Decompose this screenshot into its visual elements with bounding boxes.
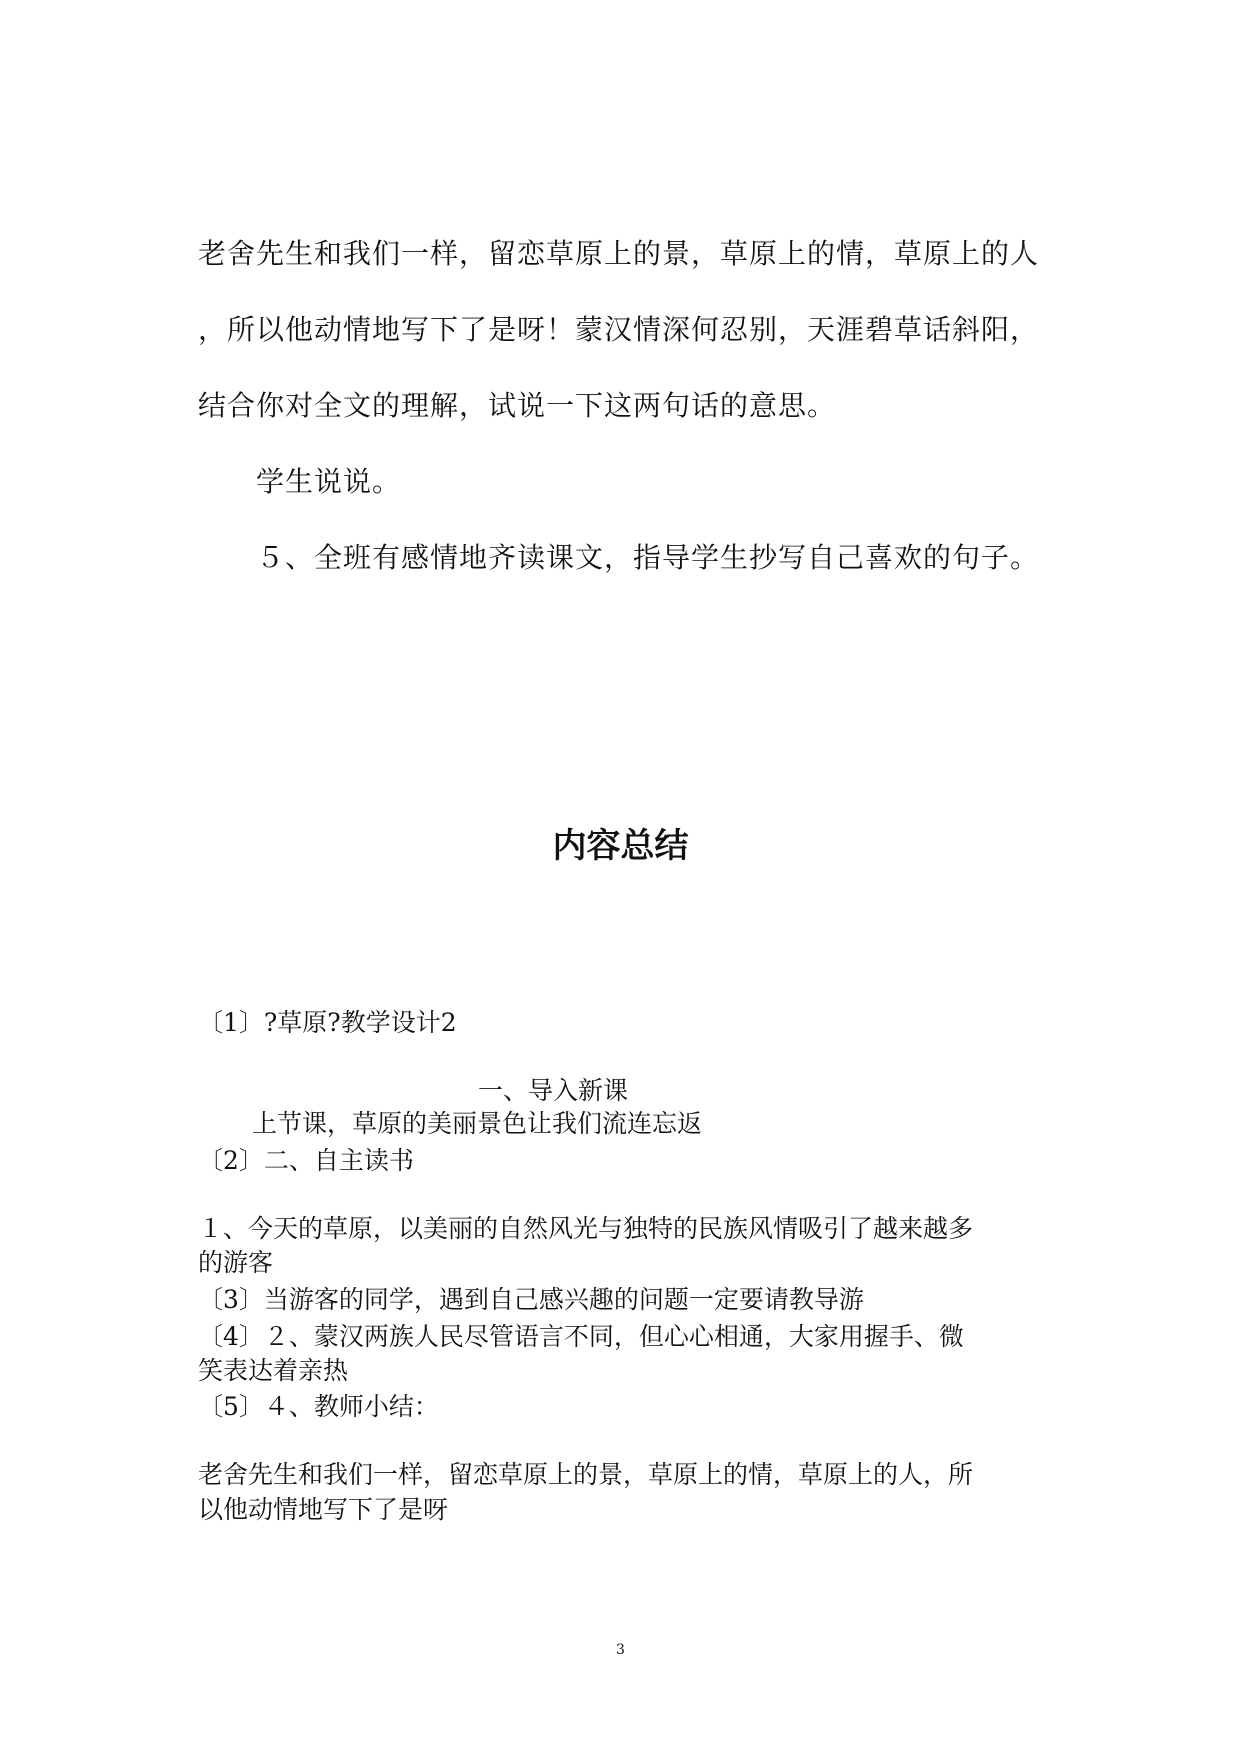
summary-line: 〔4〕２、蒙汉两族人民尽管语言不同，但心心相通，大家用握手、微 bbox=[198, 1322, 964, 1351]
body-text-line: 结合你对全文的理解，试说一下这两句话的意思。 bbox=[198, 389, 837, 422]
body-text-line: ，所以他动情地写下了是呀！蒙汉情深何忍别，天涯碧草话斜阳， bbox=[198, 313, 1040, 346]
summary-line: 老舍先生和我们一样，留恋草原上的景，草原上的情，草原上的人，所 bbox=[198, 1460, 974, 1489]
summary-line: 〔1〕?草原?教学设计2 bbox=[198, 1008, 457, 1037]
summary-line: 一、导入新课 bbox=[478, 1076, 629, 1105]
page-number: 3 bbox=[616, 1642, 625, 1658]
body-text-line: 学生说说。 bbox=[256, 465, 402, 498]
summary-line: 以他动情地写下了是呀 bbox=[198, 1495, 449, 1524]
summary-line: 〔3〕当游客的同学，遇到自己感兴趣的问题一定要请教导游 bbox=[198, 1285, 864, 1314]
summary-line: 笑表达着亲热 bbox=[198, 1356, 349, 1385]
summary-line: 〔2〕二、自主读书 bbox=[198, 1146, 414, 1175]
summary-line: １、今天的草原，以美丽的自然风光与独特的民族风情吸引了越来越多 bbox=[198, 1214, 974, 1243]
section-title: 内容总结 bbox=[552, 826, 689, 866]
body-text-line: ５、全班有感情地齐读课文，指导学生抄写自己喜欢的句子。 bbox=[256, 541, 1040, 574]
summary-line: 的游客 bbox=[198, 1248, 274, 1277]
body-text-line: 老舍先生和我们一样，留恋草原上的景，草原上的情，草原上的人 bbox=[198, 237, 1040, 270]
summary-line: 上节课，草原的美丽景色让我们流连忘返 bbox=[252, 1109, 703, 1138]
summary-line: 〔5〕４、教师小结： bbox=[198, 1392, 439, 1421]
